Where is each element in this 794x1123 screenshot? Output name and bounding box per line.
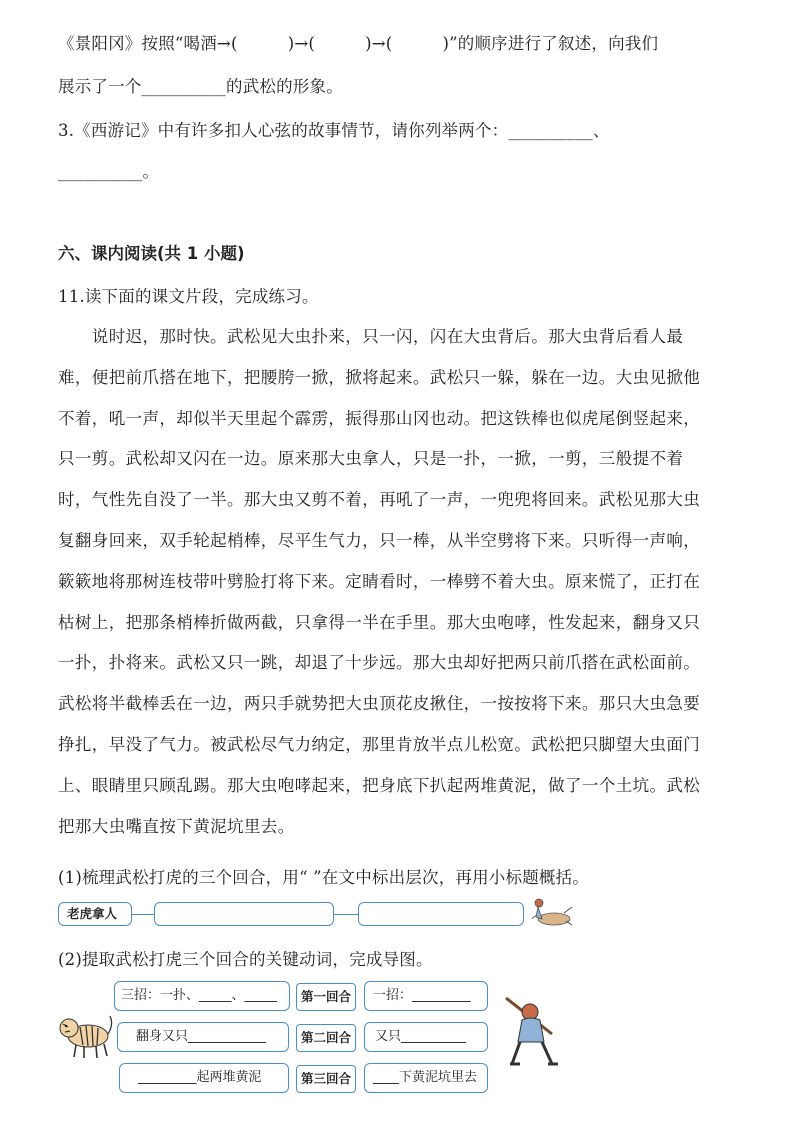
passage-line: 武松将半截棒丢在一边，两只手就势把大虫顶花皮揪住，一按按将下来。那只大虫急要 bbox=[58, 694, 701, 714]
passage-line: 一扑，扑将来。武松又只一跳，却退了十步远。那大虫却好把两只前爪搭在武松面前。 bbox=[58, 653, 701, 673]
q2-round-1: 第一回合 bbox=[296, 983, 356, 1011]
q2-row2-right-text: 又只__________ bbox=[375, 1029, 467, 1044]
passage-line: 不着，吼一声，却似半天里起个霹雳，振得那山冈也动。把这铁棒也似虎尾倒竖起来， bbox=[58, 408, 701, 428]
question-11: 11.读下面的课文片段，完成练习。 bbox=[58, 287, 319, 306]
q2-row3-left[interactable] bbox=[119, 1063, 289, 1093]
q1-chain-diagram bbox=[58, 900, 558, 928]
q1-box-3-input[interactable] bbox=[358, 902, 524, 926]
q1-connector-1 bbox=[132, 914, 154, 915]
passage-line: 上、眼睛里只顾乱踢。那大虫咆哮起来，把身底下扒起两堆黄泥，做了一个土坑。武松 bbox=[58, 775, 701, 795]
tiger-icon bbox=[56, 1010, 114, 1060]
q2-round-2: 第二回合 bbox=[296, 1024, 356, 1052]
q2-prompt: (2)提取武松打虎三个回合的关键动词，完成导图。 bbox=[58, 950, 433, 969]
q2-row1-right-text: 一招：_________ bbox=[373, 988, 471, 1003]
wusong-fighting-tiger-icon bbox=[524, 893, 576, 931]
q2-row2-left-text: 翻身又只____________ bbox=[136, 1029, 267, 1044]
passage-line: 枯树上，把那条梢棒折做两截，只拿得一半在手里。那大虫咆哮，性发起来，翻身又只 bbox=[58, 612, 701, 632]
section-heading: 六、课内阅读(共 1 小题) bbox=[58, 244, 245, 263]
passage-line: 簌簌地将那树连枝带叶劈脸打将下来。定睛看时，一棒劈不着大虫。原来慌了，正打在 bbox=[58, 571, 701, 591]
q2-row1-right[interactable] bbox=[364, 981, 488, 1011]
question-3-answer-line: __________。 bbox=[58, 162, 160, 181]
passage-line: 只一剪。武松却又闪在一边。原来那大虫拿人，只是一扑，一掀，一剪，三般提不着 bbox=[58, 449, 684, 469]
wusong-figure-icon bbox=[496, 990, 566, 1076]
passage-line: 时，气性先自没了一半。那大虫又剪不着，再吼了一声，一兜兜将回来。武松见那大虫 bbox=[58, 490, 701, 510]
q2-row2-left[interactable] bbox=[117, 1022, 289, 1052]
q1-prompt: (1)梳理武松打虎的三个回合，用“ ”在文中标出层次，再用小标题概括。 bbox=[58, 868, 589, 887]
q1-connector-2 bbox=[334, 914, 358, 915]
q2-row3-left-text: _________起两堆黄泥 bbox=[138, 1070, 262, 1085]
q2-row3-right[interactable] bbox=[364, 1063, 488, 1093]
intro-line-2: 展示了一个__________的武松的形象。 bbox=[58, 77, 343, 96]
passage-line: 难，便把前爪搭在地下，把腰胯一掀，掀将起来。武松只一躲，躲在一边。大虫见掀他 bbox=[58, 367, 701, 387]
passage-line: 挣扎，早没了气力。被武松尽气力纳定，那里肯放半点儿松宽。武松把只脚望大虫面门 bbox=[58, 735, 701, 754]
q1-box-2-input[interactable] bbox=[154, 902, 334, 926]
passage-line: 说时迟，那时快。武松见大虫扑来，只一闪，闪在大虫背后。那大虫背后看人最 bbox=[58, 327, 684, 346]
q2-row2-right[interactable] bbox=[364, 1022, 488, 1052]
passage-line: 复翻身回来，双手轮起梢棒，尽平生气力，只一棒，从半空劈将下来。只听得一声响， bbox=[58, 531, 701, 550]
passage-line: 把那大虫嘴直按下黄泥坑里去。 bbox=[58, 816, 295, 836]
q1-box-1-label: 老虎拿人 bbox=[67, 906, 118, 921]
question-3: 3.《西游记》中有许多扣人心弦的故事情节，请你列举两个：__________、 bbox=[58, 121, 610, 140]
q2-row1-left[interactable] bbox=[114, 981, 290, 1011]
intro-line-1: 《景阳冈》按照“喝酒→( )→( )→( )”的顺序进行了叙述，向我们 bbox=[58, 34, 659, 53]
q1-box-1 bbox=[58, 902, 132, 926]
q2-row1-left-text: 三招：一扑、_____、_____ bbox=[121, 988, 278, 1003]
q2-row3-right-text: ____下黄泥坑里去 bbox=[373, 1070, 478, 1085]
q2-round-3: 第三回合 bbox=[296, 1065, 356, 1093]
